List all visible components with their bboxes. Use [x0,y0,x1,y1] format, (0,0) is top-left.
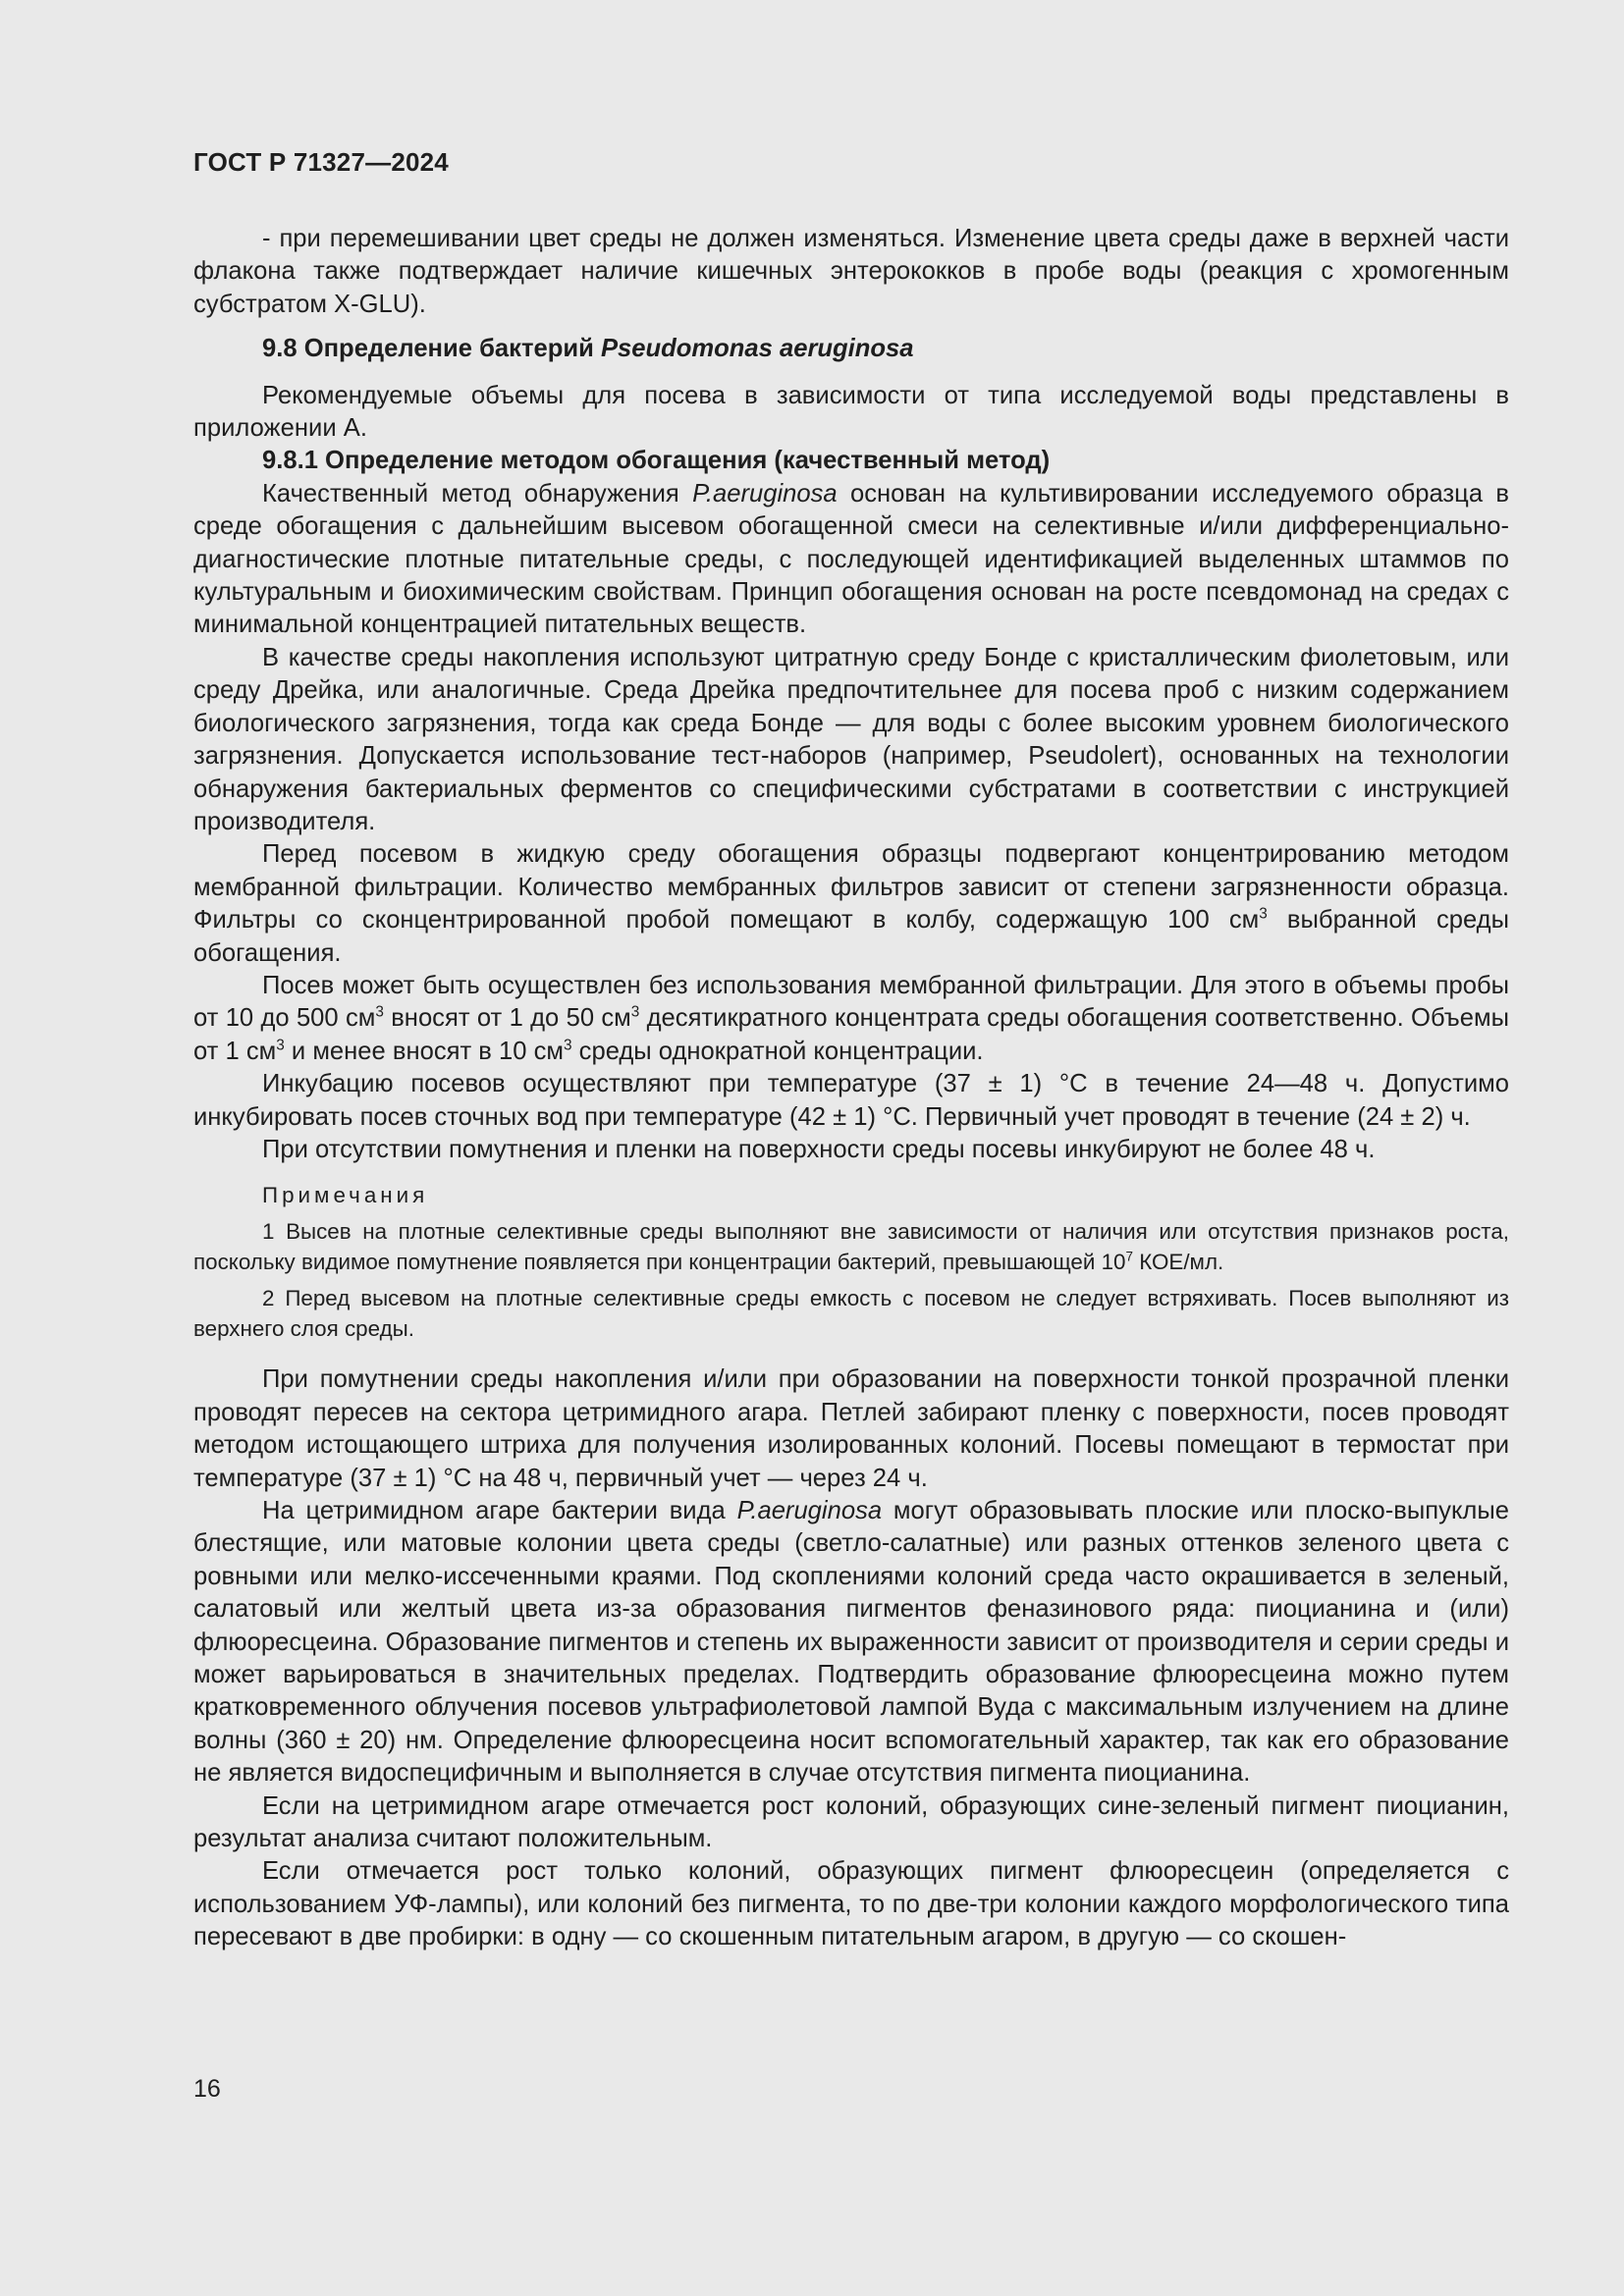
section-heading-text: 9.8 Определение бактерий [262,335,601,363]
species-name: P.aeruginosa [736,1497,883,1524]
species-name: P.aeruginosa [692,479,838,507]
text-run: КОЕ/мл. [1132,1250,1224,1275]
text-run: десятикратного концентрата среды обогащения соответственно. Объемы от 1 см [193,1004,1509,1065]
text-run: вносят от 1 до 50 см [383,1004,631,1033]
paragraph [193,838,1509,970]
paragraph: Инкубацию посевов осуществляют при температуре (37 ± 1) °С в течение 24—48 ч. Допустимо инкубировать посев сточных вод при температуре (42 ± 1) °С. Первичный учет проводят в течение (24 ± 2) ч. [193,1070,1509,1131]
paragraph: - при перемешивании цвет среды не должен изменяться. Изменение цвета среды даже в верхней части флакона также подтверждает наличие кишечных энтерококков в пробе воды (реакция с хромогенным субстратом X-GLU). [193,225,1509,318]
paragraph: В качестве среды накопления используют цитратную среду Бонде с кристаллическим фиолетовым, или среду Дрейка, или аналогичные. Среда Дрейка предпочтительнее для посева проб с низким содержанием биологического загрязнения, тогда как среда Бонде — для воды с более высоким уровнем биологического загрязнения. Допускается использование тест-наборов (например, Pseudolert), основанных на технологии обнаружения бактериальных ферментов со специфическими субстратами в соответствии с инструкцией производителя. [193,643,1509,835]
text-run: и менее вносят в 10 см [284,1037,564,1065]
paragraph: При помутнении среды накопления и/или при образовании на поверхности тонкой прозрачной пленки проводят пересев на сектора цетримидного агара. Петлей забирают пленку с поверхности, посев проводят методом истощающего штриха для получения изолированных колоний. Посевы помещают в термостат при температуре (37 ± 1) °С на 48 ч, первичный учет — через 24 ч. [193,1365,1509,1492]
paragraph: Если отмечается рост только колоний, образующих пигмент флюоресцеин (определяется с использованием УФ-лампы), или колоний без пигмента, то по две-три колонии каждого морфологического типа пересевают в две пробирки: в одну — со скошенным питательным агаром, в другую — со скошен- [193,1857,1509,1951]
paragraph [193,970,1509,1068]
superscript: 3 [276,1037,285,1054]
section-heading-species: Pseudomonas aeruginosa [600,335,914,363]
paragraph [193,478,1509,642]
paragraph: Рекомендуемые объемы для посева в зависимости от типа исследуемой воды представлены в приложении А. [193,381,1509,443]
notes-title: Примечания [262,1183,429,1208]
superscript: 7 [1125,1249,1133,1264]
note-item: 2 Перед высевом на плотные селективные среды емкость с посевом не следует встряхивать. Посев выполняют из верхнего слоя среды. [193,1286,1509,1342]
notes-block [193,1180,1509,1344]
section-heading-9-8 [193,333,1509,365]
text-run: Качественный метод обнаружения [262,479,693,507]
page-number: 16 [193,2075,221,2103]
paragraph: При отсутствии помутнения и пленки на поверхности среды посевы инкубируют не более 48 ч. [262,1135,1376,1163]
document-header: ГОСТ Р 71327—2024 [193,147,449,177]
superscript: 3 [564,1037,572,1054]
text-run: На цетримидном агаре бактерии вида [262,1497,737,1524]
superscript: 3 [1259,905,1268,923]
text-run: Перед посевом в жидкую среду обогащения образцы подвергают концентрированию методом мембранной фильтрации. Количество мембранных фильтров зависит от степени загрязненности образца. Фильтры со сконцентрированной пробой помещают в колбу, содержащую 100 см [193,840,1509,934]
text-run: 1 Высев на плотные селективные среды выполняют вне зависимости от наличия или отсутствия признаков роста, поскольку видимое помутнение появляется при концентрации бактерий, превышающей 10 [193,1219,1509,1275]
note-item [193,1216,1509,1277]
text-run: среды однократной концентрации. [571,1037,984,1065]
paragraph [193,1495,1509,1790]
subsection-heading-9-8-1: 9.8.1 Определение методом обогащения (качественный метод) [262,447,1051,475]
paragraph: Если на цетримидном агаре отмечается рост колоний, образующих сине-зеленый пигмент пиоцианин, результат анализа считают положительным. [193,1791,1509,1853]
text-run: выбранной среды обогащения. [193,906,1509,967]
text-run: Посев может быть осуществлен без использования мембранной фильтрации. Для этого в объемы пробы от 10 до 500 см [193,971,1509,1033]
superscript: 3 [630,1003,640,1021]
superscript: 3 [375,1003,384,1021]
text-run: основан на культивировании исследуемого образца в среде обогащения с дальнейшим высевом обогащенной смеси на селективные и/или дифференциально-диагностические плотные питательные среды, с последующей идентификацией выделенных штаммов по культуральным и биохимическим свойствам. Принцип обогащения основан на росте псевдомонад на средах с минимальной концентрацией питательных веществ. [193,479,1509,639]
text-run: могут образовывать плоские или плоско-выпуклые блестящие, или матовые колонии цвета среды (светло-салатные) или разных оттенков зеленого цвета с ровными или мелко-иссеченными краями. Под скоплениями колоний среда часто окрашивается в зеленый, салатовый или желтый цвета из-за образования пигментов феназинового ряда: пиоцианина и (или) флюоресцеина. Образование пигментов и степень их выраженности зависит от производителя и серии среды и может варьироваться в значительных пределах. Подтвердить образование флюоресцеина можно путем кратковременного облучения посевов ультрафиолетовой лампой Вуда с максимальным излучением на длине волны (360 ± 20) нм. Определение флюоресцеина носит вспомогательный характер, так как его образование не является видоспецифичным и выполняется в случае отсутствия пигмента пиоцианина. [193,1497,1509,1788]
document-body [193,223,1509,1954]
